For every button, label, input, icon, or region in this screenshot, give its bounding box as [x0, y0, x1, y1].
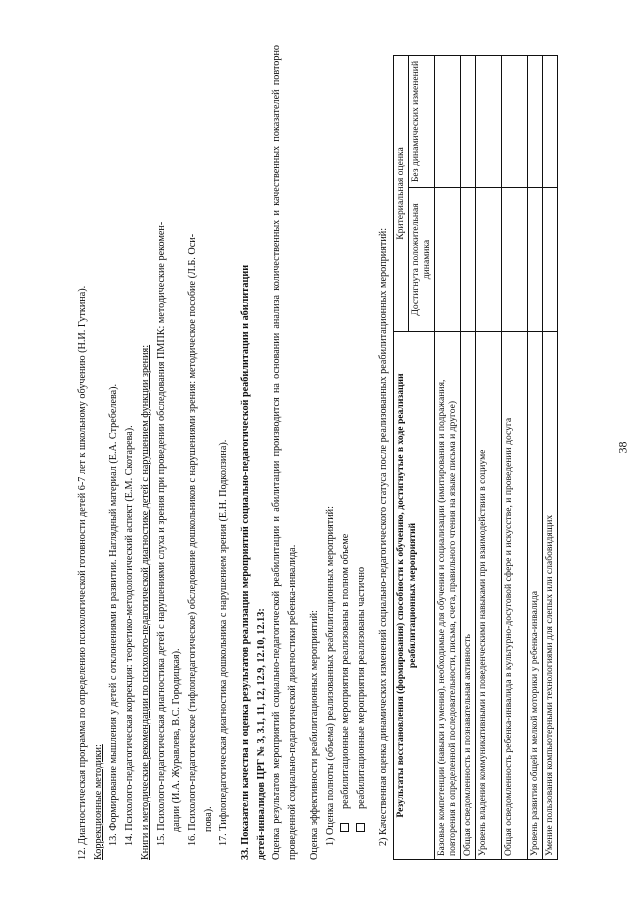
table-row-label: Уровень развития общей и мелкой моторики у ребенка-инвалида	[527, 332, 542, 860]
table-row-label: Общая осведомленность и познавательная активность	[460, 332, 475, 860]
positive-dynamics-cell[interactable]	[434, 188, 460, 332]
no-changes-cell[interactable]	[501, 56, 527, 188]
no-changes-header: Без динамических изменений	[408, 56, 434, 188]
checkbox-partial[interactable]	[356, 823, 365, 832]
section-33-title-line2: детей-инвалидов ЦРГ № 3, 3.1, 11, 12, 12.9, 12.10, 12.13:	[255, 608, 267, 860]
positive-dynamics-cell[interactable]	[501, 188, 527, 332]
correction-methods-heading: Коррекционные методики:	[92, 744, 104, 860]
no-changes-cell[interactable]	[434, 56, 460, 188]
vision-item-15-line2: дации (И.А. Журавлева, В.С. Городицкая).	[171, 648, 183, 832]
page-number: 38	[615, 441, 630, 454]
positive-dynamics-header: Достигнута положительная динамика	[408, 188, 434, 332]
results-column-header: Результаты восстановления (формирования) способности к обучению, достигнутые в ходе реализации реабилитационных мероприятий	[394, 332, 434, 860]
correction-item-14: 14. Психолого-педагогическая коррекция: теоретико-методологический аспект (Е.М. Скотарева).	[124, 425, 136, 846]
positive-dynamics-cell[interactable]	[475, 188, 501, 332]
effectiveness-item-1: 1) Оценка полноты (объема) реализованных реабилитационных мероприятий:	[324, 506, 336, 846]
positive-dynamics-cell[interactable]	[527, 188, 542, 332]
vision-item-17: 17. Тифлопедагогическая диагностика дошкольника с нарушением зрения (Е.Н. Подколзина).	[218, 439, 230, 846]
vision-item-15-line1: 15. Психолого-педагогическая диагностика детей с нарушениями слуха и зрения при проведении обследования ПМПК: методические рекомен-	[155, 221, 167, 846]
effectiveness-item-2: 2) Качественная оценка динамических изменений социально-педагогического статуса после реализованных реабилитационных мероприятий:	[377, 227, 389, 846]
no-changes-cell[interactable]	[475, 56, 501, 188]
option-full-volume	[338, 45, 354, 860]
effectiveness-heading: Оценка эффективности реабилитационных мероприятий:	[308, 610, 320, 860]
checkbox-full-volume[interactable]	[340, 823, 349, 832]
rotated-page-content	[75, 45, 620, 860]
option-partial-label: реабилитационные мероприятия реализованы частично	[355, 566, 367, 809]
positive-dynamics-cell[interactable]	[542, 188, 557, 332]
vision-methods-heading: Книги и методические рекомендации по психолого-педагогической диагностике детей с нарушением функции зрения:	[139, 344, 151, 860]
no-changes-cell[interactable]	[527, 56, 542, 188]
diagnostics-item-12: 12. Диагностическая программа по определению психологической готовности детей 6-7 лет к школьному обучению (Н.И. Гуткина).	[77, 285, 88, 860]
vision-item-16-line1: 16. Психолого-педагогическое (тифлопедагогическое) обследование дошкольников с нарушениями зрения: методическое пособие (Л.Б. Оси-	[186, 233, 198, 846]
no-changes-cell[interactable]	[460, 56, 475, 188]
positive-dynamics-cell[interactable]	[460, 188, 475, 332]
section-33-paragraph: Оценка результатов мероприятий социально-педагогической реабилитации и абилитации производится на основании анализа количественных и качественных показателей повторно проведенной социально-педагогической диагностики ребенка-инвалида.	[271, 45, 299, 860]
option-partial	[354, 45, 370, 860]
table-row-label: Умение пользования компьютерными технологиями для слепых или слабовидящих	[542, 332, 557, 860]
qualitative-evaluation-table	[393, 55, 557, 860]
correction-item-13: 13. Формирование мышления у детей с отклонениями в развитии. Наглядный материал (Е.А. Стребелева).	[108, 383, 120, 846]
option-full-volume-label: реабилитационные мероприятия реализованы в полном объеме	[340, 533, 352, 809]
vision-item-16-line2: пова).	[202, 806, 214, 832]
table-row-label: Общая осведомленность ребенка-инвалида в культурно-досуговой сфере и искусстве, и проведении досуга	[501, 332, 527, 860]
no-changes-cell[interactable]	[542, 56, 557, 188]
table-row-label: Уровень владения коммуникативными и поведенческими навыками при взаимодействии в социуме	[475, 332, 501, 860]
table-row-label: Базовые компетенции (навыки и умения), необходимые для обучения и социализации (имитирования и подражания, повторения в определенной последовательности, письма, счета, правильного чтения на языке письма и другое)	[434, 332, 460, 860]
section-33-title-line1: 33. Показатели качества и оценка результатов реализации мероприятий социально-педагогической реабилитации и абилитации	[240, 264, 252, 860]
criteria-header: Критериальная оценка	[394, 56, 408, 332]
